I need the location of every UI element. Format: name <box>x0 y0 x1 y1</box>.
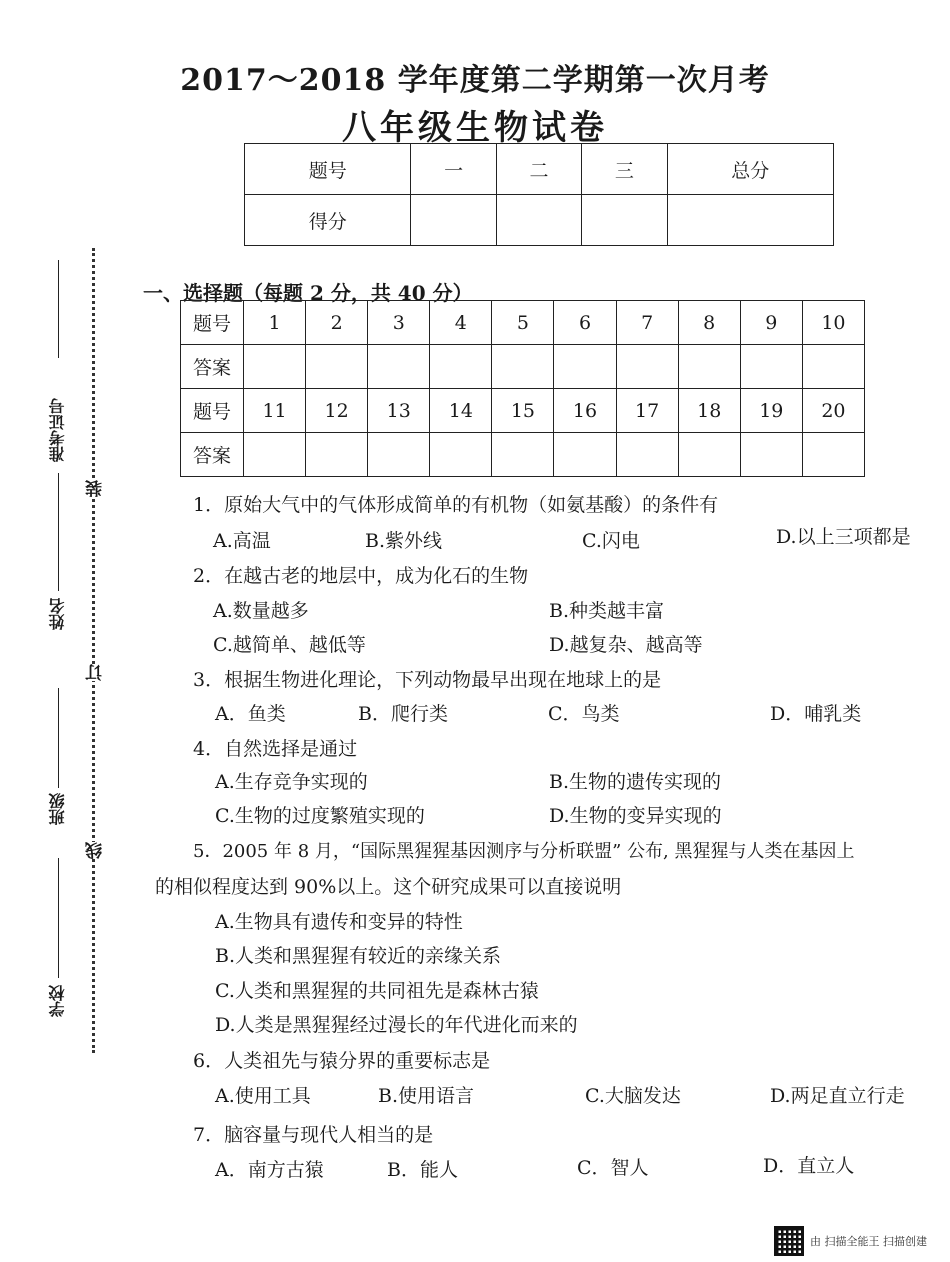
answer-cell[interactable] <box>244 345 306 389</box>
option: D.以上三项都是 <box>776 526 911 548</box>
option: B.紫外线 <box>365 530 443 552</box>
question-number: 11 <box>244 389 306 433</box>
option: C.越简单、越低等 <box>213 634 366 656</box>
score-table-score-row <box>245 195 834 246</box>
answer-cell[interactable] <box>368 345 430 389</box>
question-number: 5 <box>492 301 554 345</box>
binding-dotted-line <box>92 248 95 1053</box>
question-stem: 5．2005 年 8 月，“国际黑猩猩基因测序与分析联盟” 公布, 黑猩猩与人类在基因上 <box>193 841 855 862</box>
score-blank-cell[interactable] <box>582 195 667 246</box>
score-table-cell: 三 <box>582 144 667 195</box>
answer-cell[interactable] <box>430 345 492 389</box>
score-blank-cell[interactable] <box>496 195 581 246</box>
option: B．能人 <box>387 1159 458 1181</box>
row-label: 题号 <box>181 301 244 345</box>
school-underline[interactable] <box>58 858 59 978</box>
answer-cell[interactable] <box>740 433 802 477</box>
answer-cell[interactable] <box>492 345 554 389</box>
score-blank-cell[interactable] <box>667 195 833 246</box>
answer-cell[interactable] <box>306 345 368 389</box>
score-blank-cell[interactable] <box>411 195 496 246</box>
answer-number-row <box>181 301 865 345</box>
answer-cell[interactable] <box>368 433 430 477</box>
answer-cell[interactable] <box>802 345 864 389</box>
exam-title-line1: 2017～2018 学年度第二学期第一次月考 <box>180 63 770 98</box>
question-number: 18 <box>678 389 740 433</box>
option: A.数量越多 <box>213 600 309 622</box>
option: D．直立人 <box>763 1155 855 1177</box>
option: A.使用工具 <box>215 1085 311 1107</box>
option: D.两足直立行走 <box>770 1085 905 1107</box>
question-number: 2 <box>306 301 368 345</box>
question-number: 16 <box>554 389 616 433</box>
score-table-cell: 题号 <box>245 144 411 195</box>
option: B.人类和黑猩猩有较近的亲缘关系 <box>215 945 502 967</box>
question-stem: 1．原始大气中的气体形成简单的有机物（如氨基酸）的条件有 <box>193 494 719 516</box>
option: C．鸟类 <box>548 703 620 725</box>
school-label: 学校 <box>48 985 67 1017</box>
score-table-cell: 一 <box>411 144 496 195</box>
question-number: 20 <box>802 389 864 433</box>
answer-cell[interactable] <box>554 345 616 389</box>
option: A．南方古猿 <box>215 1159 324 1181</box>
binding-mark: 订 <box>83 664 108 681</box>
scanner-watermark <box>774 1226 927 1256</box>
option: B．爬行类 <box>358 703 448 725</box>
question-number: 17 <box>616 389 678 433</box>
section-heading: 一、选择题（每题 2 分，共 40 分） <box>143 281 473 305</box>
question-number: 10 <box>802 301 864 345</box>
question-stem: 2．在越古老的地层中，成为化石的生物 <box>193 565 529 587</box>
question-number: 3 <box>368 301 430 345</box>
option: B.使用语言 <box>378 1085 475 1107</box>
option: C.人类和黑猩猩的共同祖先是森林古猿 <box>215 980 539 1002</box>
answer-cell[interactable] <box>678 345 740 389</box>
score-table-cell: 得分 <box>245 195 411 246</box>
class-underline[interactable] <box>58 688 59 788</box>
answer-cell[interactable] <box>244 433 306 477</box>
answer-cell[interactable] <box>802 433 864 477</box>
option: D.越复杂、越高等 <box>549 634 703 656</box>
answer-number-row <box>181 389 865 433</box>
question-number: 19 <box>740 389 802 433</box>
option: B.生物的遗传实现的 <box>549 771 722 793</box>
answer-blank-row <box>181 345 865 389</box>
question-number: 15 <box>492 389 554 433</box>
answer-cell[interactable] <box>616 433 678 477</box>
answer-cell[interactable] <box>430 433 492 477</box>
question-number: 4 <box>430 301 492 345</box>
answer-cell[interactable] <box>554 433 616 477</box>
answer-table <box>180 300 865 477</box>
question-stem: 3．根据生物进化理论，下列动物最早出现在地球上的是 <box>193 669 662 691</box>
score-table-cell: 总分 <box>667 144 833 195</box>
answer-cell[interactable] <box>492 433 554 477</box>
option: C.生物的过度繁殖实现的 <box>215 805 425 827</box>
option: D．哺乳类 <box>770 703 862 725</box>
option: B.种类越丰富 <box>549 600 665 622</box>
name-label: 姓名 <box>48 598 67 630</box>
exam-id-label: 准考证号 <box>48 398 67 462</box>
row-label: 答案 <box>181 345 244 389</box>
option: A.高温 <box>213 530 271 552</box>
score-table-header-row <box>245 144 834 195</box>
answer-blank-row <box>181 433 865 477</box>
row-label: 答案 <box>181 433 244 477</box>
exam-title-line2: 八年级生物试卷 <box>342 108 608 148</box>
row-label: 题号 <box>181 389 244 433</box>
question-number: 8 <box>678 301 740 345</box>
question-stem: 7．脑容量与现代人相当的是 <box>193 1124 434 1146</box>
name-underline[interactable] <box>58 473 59 591</box>
answer-cell[interactable] <box>740 345 802 389</box>
answer-cell[interactable] <box>306 433 368 477</box>
question-number: 14 <box>430 389 492 433</box>
scanner-text: 由 扫描全能王 扫描创建 <box>810 1235 927 1248</box>
question-number: 9 <box>740 301 802 345</box>
answer-cell[interactable] <box>616 345 678 389</box>
binding-mark: 装 <box>83 480 108 497</box>
question-number: 13 <box>368 389 430 433</box>
option: C.闪电 <box>582 530 640 552</box>
exam-id-underline[interactable] <box>58 260 59 358</box>
question-number: 7 <box>616 301 678 345</box>
score-table <box>244 143 834 246</box>
binding-mark: 线 <box>83 842 108 859</box>
score-table-cell: 二 <box>496 144 581 195</box>
option: D.生物的变异实现的 <box>549 805 722 827</box>
question-stem: 6．人类祖先与猿分界的重要标志是 <box>193 1050 491 1072</box>
question-stem-continued: 的相似程度达到 90%以上。这个研究成果可以直接说明 <box>155 876 622 898</box>
option: D.人类是黑猩猩经过漫长的年代进化而来的 <box>215 1014 578 1036</box>
qr-code-icon <box>774 1226 804 1256</box>
option: A.生物具有遗传和变异的特性 <box>215 911 463 933</box>
option: C．智人 <box>577 1157 649 1179</box>
question-stem: 4．自然选择是通过 <box>193 738 358 760</box>
answer-cell[interactable] <box>678 433 740 477</box>
class-label: 班级 <box>48 793 67 825</box>
question-number: 12 <box>306 389 368 433</box>
question-number: 6 <box>554 301 616 345</box>
option: A.生存竞争实现的 <box>215 771 368 793</box>
option: C.大脑发达 <box>585 1085 681 1107</box>
option: A．鱼类 <box>215 703 286 725</box>
question-number: 1 <box>244 301 306 345</box>
